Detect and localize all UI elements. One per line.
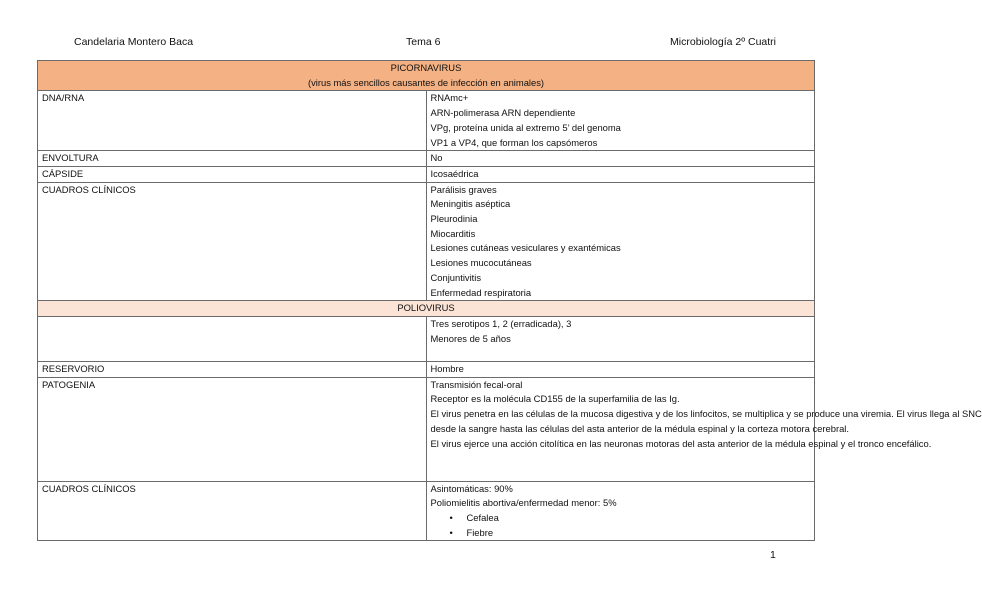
- row-label-reservorio: RESERVORIO: [38, 362, 427, 378]
- bullet-item: • Cefalea: [467, 511, 811, 526]
- dna-rna-line: RNAmc+: [430, 92, 469, 104]
- dna-rna-line: ARN-polimerasa ARN dependiente: [430, 107, 576, 119]
- header-author: Candelaria Montero Baca: [74, 36, 194, 48]
- bullet-item: • Fiebre: [467, 526, 811, 541]
- patogenia-line: Transmisión fecal-oral: [430, 378, 523, 390]
- patogenia-line: desde la sangre hasta las células del asta anterior de la médula espinal y la corteza motora cerebral.: [430, 422, 849, 434]
- cuadro-clinico-line: Lesiones cutáneas vesiculares y exantémicas: [430, 242, 621, 254]
- cuadro-clinico-line: Meningitis aséptica: [430, 198, 511, 210]
- table-row-capside: [38, 166, 815, 182]
- table-row-envoltura: [38, 151, 815, 167]
- page-number: 1: [770, 549, 776, 561]
- patogenia-line: Receptor es la molécula CD155 de la superfamilia de las Ig.: [430, 393, 680, 405]
- picornavirus-header-row: [38, 61, 815, 91]
- patogenia-line: El virus ejerce una acción citolítica en las neuronas motoras del asta anterior de la médula espinal y el tronco encefálico.: [430, 437, 932, 449]
- table-row-polio-cuadros-clinicos: [38, 481, 815, 541]
- page-header: [0, 36, 848, 50]
- header-subject: Microbiología 2º Cuatri: [670, 36, 776, 48]
- row-value-cuadros-clinicos: [426, 182, 815, 301]
- blank-line: [431, 346, 811, 361]
- picornavirus-title: PICORNAVIRUS: [390, 62, 462, 73]
- blank-line: [431, 451, 811, 466]
- table-row-reservorio: [38, 362, 815, 378]
- table-row-patogenia: [38, 377, 815, 481]
- row-label-dna-rna: DNA/RNA: [38, 91, 427, 151]
- row-label-cuadros-clinicos: CUADROS CLÍNICOS: [38, 182, 427, 301]
- cuadro-clinico-line: Parálisis graves: [430, 183, 497, 195]
- row-label-patogenia: PATOGENIA: [38, 377, 427, 481]
- cuadro-clinico-line: Pleurodinia: [430, 213, 478, 225]
- polio-cuadro-line: Poliomielitis abortiva/enfermedad menor: 5%: [430, 497, 617, 509]
- cuadro-clinico-line: Lesiones mucocutáneas: [430, 257, 532, 269]
- row-label-polio-cuadros-clinicos: CUADROS CLÍNICOS: [38, 481, 427, 541]
- dna-rna-line: VP1 a VP4, que forman los capsómeros: [430, 136, 598, 148]
- row-value-dna-rna: [426, 91, 815, 151]
- picornavirus-header-cell: [38, 61, 815, 91]
- row-label-poliovirus-general: [38, 316, 427, 361]
- cuadro-clinico-line: Miocarditis: [430, 227, 476, 239]
- dna-rna-line: VPg, proteína unida al extremo 5’ del genoma: [430, 121, 621, 133]
- picornavirus-subtitle: (virus más sencillos causantes de infección en animales): [307, 76, 545, 88]
- polio-cuadro-line: Asintomáticas: 90%: [430, 482, 513, 494]
- cuadro-clinico-line: Enfermedad respiratoria: [430, 286, 532, 298]
- row-label-envoltura: ENVOLTURA: [38, 151, 427, 167]
- table-row-dna-rna: [38, 91, 815, 151]
- symptom-bullet-list: [431, 511, 811, 540]
- table-row-cuadros-clinicos: [38, 182, 815, 301]
- blank-line: [431, 466, 811, 481]
- row-value-patogenia: [426, 377, 982, 481]
- poliovirus-general-line: Menores de 5 años: [430, 332, 511, 344]
- virus-table: [37, 60, 982, 541]
- cuadro-clinico-line: Conjuntivitis: [430, 271, 482, 283]
- table-row-poliovirus-general: [38, 316, 815, 361]
- row-value-reservorio: Hombre: [426, 362, 815, 378]
- row-value-capside: Icosaédrica: [426, 166, 815, 182]
- poliovirus-header-row: [38, 301, 815, 317]
- patogenia-line: El virus penetra en las células de la mucosa digestiva y de los linfocitos, se multiplica y se produce una viremia. El virus llega al SNC: [430, 408, 982, 420]
- poliovirus-general-line: Tres serotipos 1, 2 (erradicada), 3: [430, 317, 572, 329]
- poliovirus-title: POLIOVIRUS: [38, 301, 815, 317]
- row-value-poliovirus-general: [426, 316, 815, 361]
- row-value-polio-cuadros-clinicos: [426, 481, 815, 541]
- row-value-envoltura: No: [426, 151, 815, 167]
- header-topic: Tema 6: [406, 36, 441, 48]
- row-label-capside: CÁPSIDE: [38, 166, 427, 182]
